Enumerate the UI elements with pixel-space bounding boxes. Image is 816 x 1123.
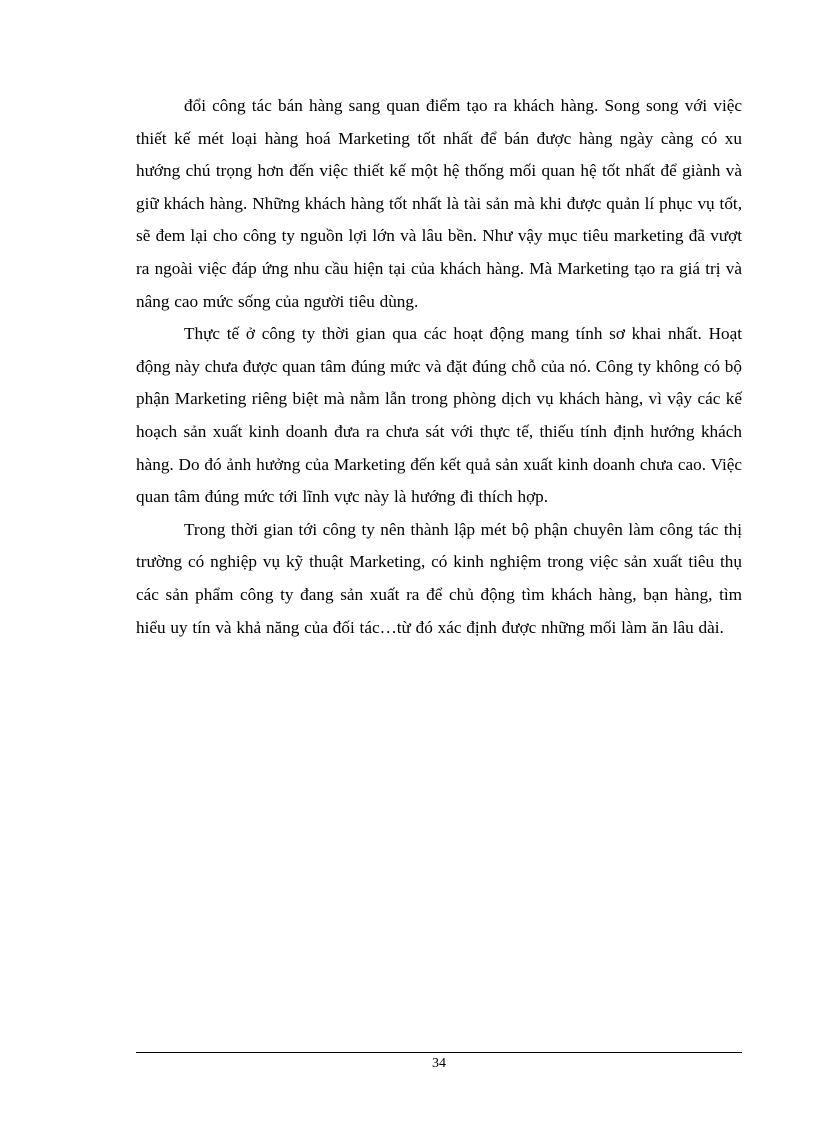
page-number: 34 xyxy=(432,1056,446,1071)
paragraph-2: Thực tế ở công ty thời gian qua các hoạt động mang tính sơ khai nhất. Hoạt động này chưa được quan tâm đúng mức và đặt đúng chỗ của nó. Công ty không có bộ phận Marketing riêng biệt mà nằm lẫn trong phòng dịch vụ khách hàng, vì vậy các kế hoạch sản xuất kinh doanh đưa ra chưa sát với thực tế, thiếu tính định hướng khách hàng. Do đó ảnh hưởng của Marketing đến kết quả sản xuất kinh doanh chưa cao. Việc quan tâm đúng mức tới lĩnh vực này là hướng đi thích hợp. xyxy=(136,324,742,507)
footer-divider xyxy=(136,1052,742,1053)
paragraph-1: đổi công tác bán hàng sang quan điểm tạo ra khách hàng. Song song với việc thiết kế mét loại hàng hoá Marketing tốt nhất để bán được hàng ngày càng có xu hướng chú trọng hơn đến việc thiết kế một hệ thống mối quan hệ tốt nhất để giành và giữ khách hàng. Những khách hàng tốt nhất là tài sản mà khi được quản lí phục vụ tốt, sẽ đem lại cho công ty nguồn lợi lớn và lâu bền. Như vậy mục tiêu marketing đã vượt ra ngoài việc đáp ứng nhu cầu hiện tại của khách hàng. Mà Marketing tạo ra giá trị và nâng cao mức sống của người tiêu dùng. xyxy=(136,96,742,311)
document-body xyxy=(136,90,742,644)
paragraph-3: Trong thời gian tới công ty nên thành lập mét bộ phận chuyên làm công tác thị trường có nghiệp vụ kỹ thuật Marketing, có kinh nghiệm trong việc sản xuất tiêu thụ các sản phẩm công ty đang sản xuất ra để chủ động tìm khách hàng, bạn hàng, tìm hiểu uy tín và khả năng của đối tác…từ đó xác định được những mối làm ăn lâu dài. xyxy=(136,519,742,637)
